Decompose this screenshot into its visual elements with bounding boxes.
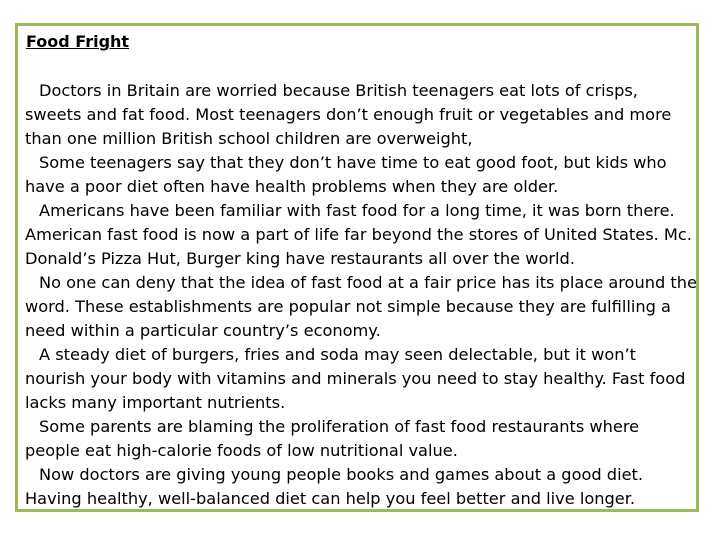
paragraph-6: Some parents are blaming the proliferation of fast food restaurants where people eat high-calorie foods of low nutritional value.: [25, 417, 640, 460]
paragraph-4: No one can deny that the idea of fast food at a fair price has its place around the word. These establishments are popular not simple because they are fulfilling a need within a particular country’s economy.: [25, 273, 697, 340]
document-body: [25, 79, 697, 511]
paragraph-3: Americans have been familiar with fast food for a long time, it was born there. American fast food is now a part of life far beyond the stores of United States. Mc. Donald’s Pizza Hut, Burger king have restaurants all over the world.: [25, 201, 692, 268]
text-box-frame: [15, 23, 699, 512]
paragraph-2: Some teenagers say that they don’t have time to eat good foot, but kids who have a poor diet often have health problems when they are older.: [25, 153, 667, 196]
paragraph-5: A steady diet of burgers, fries and soda may seen delectable, but it won’t nourish your body with vitamins and minerals you need to stay healthy. Fast food lacks many important nutrients.: [25, 345, 686, 412]
paragraph-1: Doctors in Britain are worried because British teenagers eat lots of crisps, sweets and fat food. Most teenagers don’t enough fruit or vegetables and more than one million British school children are overweight,: [25, 81, 672, 148]
paragraph-7: Now doctors are giving young people books and games about a good diet. Having healthy, well-balanced diet can help you feel better and live longer.: [25, 465, 644, 508]
document-title: Food Fright: [26, 32, 130, 51]
